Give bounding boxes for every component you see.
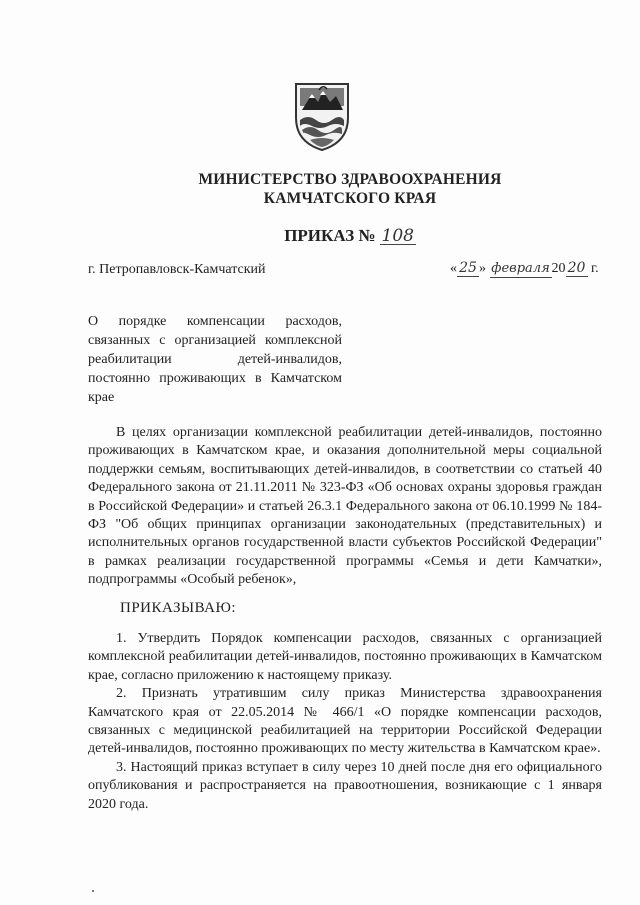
date-day: 25 bbox=[457, 260, 479, 277]
date-year-suffix: 20 bbox=[566, 260, 588, 277]
ministry-title-line2: КАМЧАТСКОГО КРАЯ bbox=[263, 190, 437, 207]
decree-item: 2. Признать утратившим силу приказ Министерства здравоохранения Камчатского края от 22.05.2014 № 466/1 «О порядке компенсации расходов, связанных с медицинской реабилитацией на территории Российской Федерации детей-инвалидов, постоянно проживающих по месту жительства в Камчатском крае». bbox=[88, 686, 602, 757]
preamble-paragraph: В целях организации комплексной реабилитации детей-инвалидов, постоянно проживающих в Камчатском крае, и оказания дополнительной меры социальной поддержки семьям, воспитывающих детей-инвалидов, в соответствии со статьей 40 Федерального закона от 21.11.2011 № 323-ФЗ «Об основах охраны здоровья граждан в Российской Федерации» и статьей 26.3.1 Федерального закона от 06.10.1999 № 184-ФЗ "Об общих принципах организации законодательных (представительных) и исполнительных органов государственной власти субъектов Российской Федерации" в рамках реализации государственной программы «Семья и дети Камчатки», подпрограммы «Особый ребенок», bbox=[88, 425, 602, 588]
ministry-title-line1: МИНИСТЕРСТВО ЗДРАВООХРАНЕНИЯ bbox=[198, 171, 502, 188]
date-year-prefix: 20 bbox=[551, 261, 566, 276]
order-subject: О порядке компенсации расходов, связанных с организацией комплексной реабилитации детей-инвалидов, постоянно проживающих в Камчатском крае bbox=[88, 314, 342, 405]
date-year-abbr: г. bbox=[591, 261, 599, 276]
date-open-quote: « bbox=[450, 261, 457, 276]
date-month: февраля bbox=[491, 261, 550, 276]
order-label: ПРИКАЗ № bbox=[284, 226, 376, 245]
scan-speck bbox=[92, 890, 94, 892]
ministry-title bbox=[150, 170, 550, 208]
order-date bbox=[450, 260, 599, 278]
order-title bbox=[150, 226, 550, 246]
decree-item: 3. Настоящий приказ вступает в силу через 10 дней после дня его официального опубликования и распространяется на правоотношения, возникающие с 1 января 2020 года. bbox=[88, 759, 602, 812]
decree-items bbox=[88, 630, 602, 814]
order-number: 108 bbox=[381, 226, 414, 246]
date-close-quote: » bbox=[479, 261, 486, 276]
city-name: г. Петропавловск-Камчатский bbox=[88, 262, 266, 277]
decree-heading: ПРИКАЗЫВАЮ: bbox=[120, 600, 237, 616]
kamchatka-coat-of-arms-icon bbox=[292, 80, 352, 152]
decree-item: 1. Утвердить Порядок компенсации расходов, связанных с организацией комплексной реабилитации детей-инвалидов, постоянно проживающих в Камчатском крае, согласно приложению к настоящему приказу. bbox=[88, 631, 602, 683]
